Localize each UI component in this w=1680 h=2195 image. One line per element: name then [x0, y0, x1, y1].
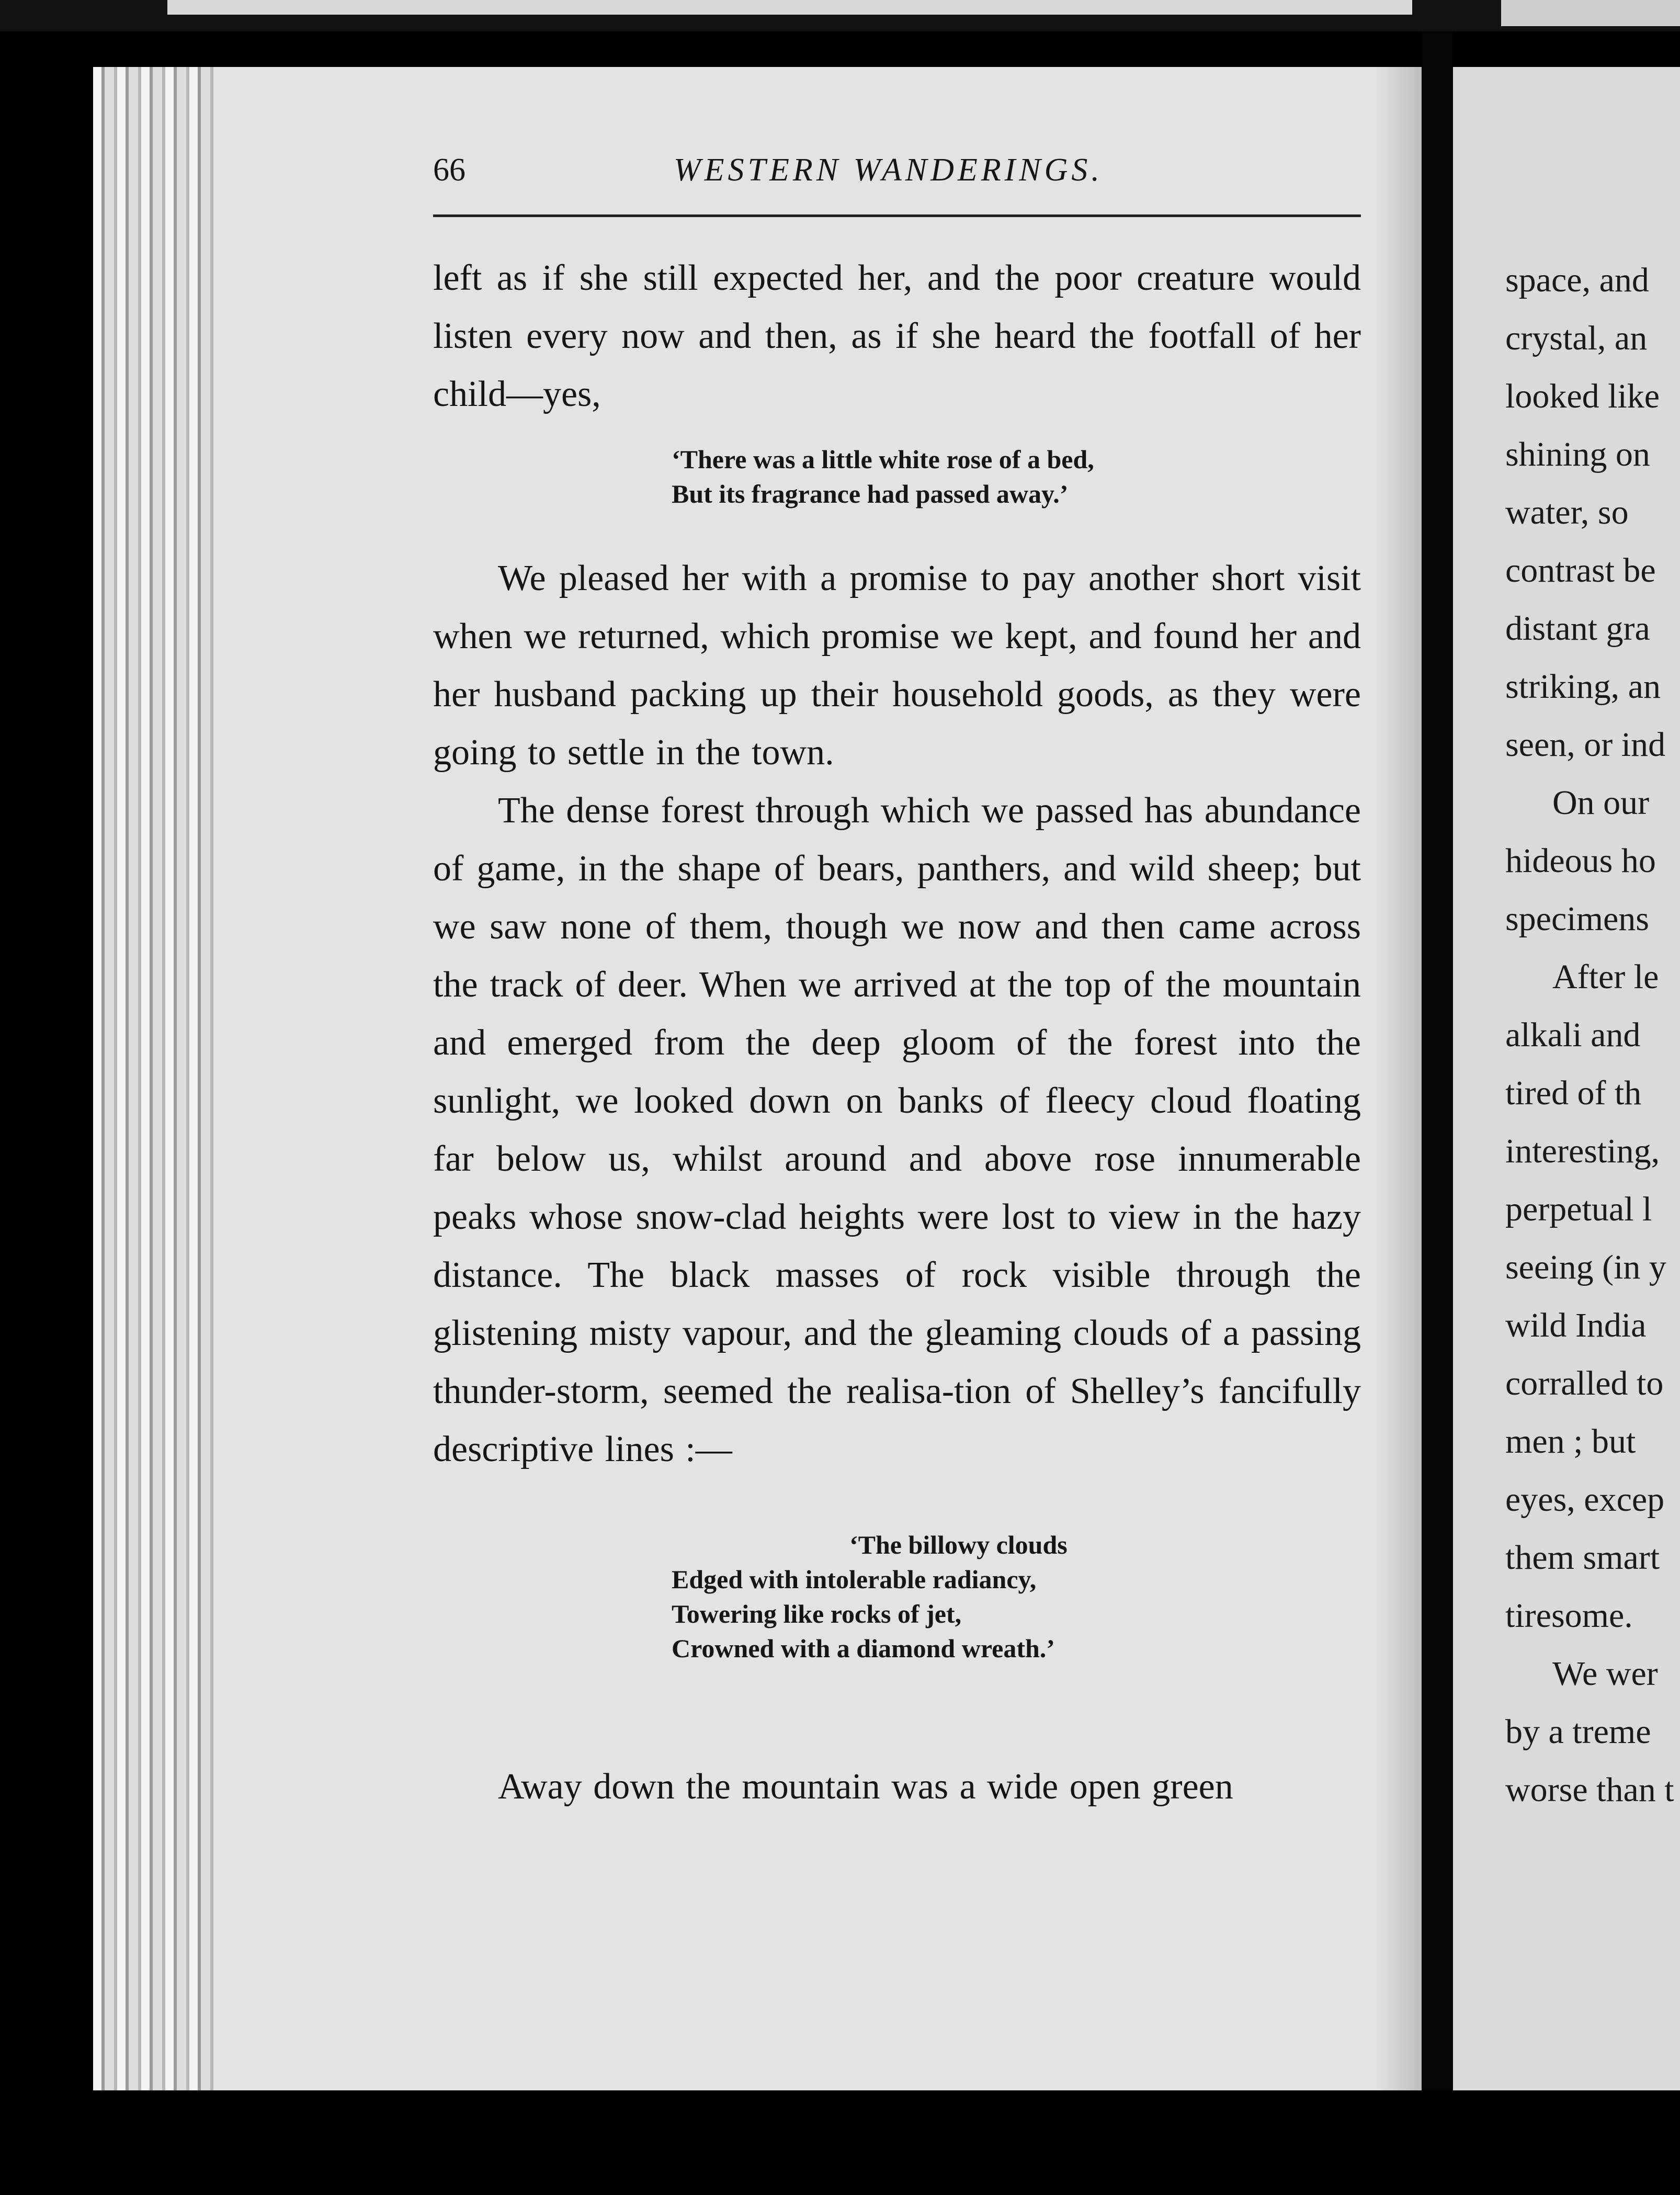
facing-page-line: them smart	[1505, 1538, 1660, 1577]
paragraph-2: We pleased her with a promise to pay another short visit when we returned, which promise we kept, and found her and her husband packing up their household goods, as they were going to settle in the town.	[433, 558, 1361, 773]
facing-page-line: eyes, excep	[1505, 1480, 1665, 1519]
paragraph-4: Away down the mountain was a wide open green	[498, 1767, 1233, 1807]
facing-page-line: interesting,	[1505, 1132, 1660, 1170]
running-title: WESTERN WANDERINGS.	[674, 152, 1103, 188]
facing-page-line: water, so	[1505, 493, 1629, 531]
paragraph-1: left as if she still expected her, and the poor creature would listen every now and then, as if she heard the footfall of her child—yes,	[433, 258, 1361, 414]
facing-page-line: crystal, an	[1505, 319, 1648, 357]
facing-page-line: men ; but	[1505, 1422, 1636, 1461]
page-fold-shadow	[1375, 67, 1422, 2090]
verse-line: Crowned with a diamond wreath.’	[672, 1634, 1055, 1663]
facing-page-line: distant gra	[1505, 609, 1650, 648]
facing-page-line: hideous ho	[1505, 842, 1656, 880]
facing-page-line: worse than t	[1505, 1771, 1674, 1809]
facing-page-line: space, and	[1505, 261, 1649, 299]
verse-line: Edged with intolerable radiancy,	[672, 1565, 1037, 1594]
page-header	[433, 152, 1361, 199]
facing-page-line: striking, an	[1505, 667, 1661, 706]
verse-line: ‘There was a little white rose of a bed,	[672, 445, 1094, 474]
next-page-edge	[1501, 0, 1680, 26]
scan-bottom-border	[0, 2090, 1680, 2195]
previous-page-edge	[167, 0, 1412, 15]
facing-page-line: After le	[1552, 958, 1659, 996]
header-rule	[433, 214, 1361, 217]
facing-page-line: tired of th	[1505, 1074, 1642, 1112]
facing-page-line: by a treme	[1505, 1713, 1651, 1751]
facing-page-line: shining on	[1505, 435, 1650, 473]
verse-line: Towering like rocks of jet,	[672, 1599, 962, 1628]
verse-line: But its fragrance had passed away.’	[672, 479, 1069, 508]
facing-page-line: seeing (in y	[1505, 1248, 1666, 1286]
page-edge-stripes	[93, 67, 213, 2090]
verse-2	[672, 1528, 1068, 1666]
page-number: 66	[433, 152, 466, 188]
facing-page-line: wild India	[1505, 1306, 1647, 1344]
facing-page-line: perpetual l	[1505, 1190, 1652, 1228]
verse-line: ‘The billowy clouds	[849, 1530, 1068, 1559]
facing-page-line: alkali and	[1505, 1016, 1641, 1054]
facing-page-line: tiresome.	[1505, 1597, 1633, 1635]
book-gutter	[1422, 31, 1453, 2103]
facing-page-line: specimens	[1505, 900, 1649, 938]
verse-1	[672, 442, 1094, 511]
facing-page	[1453, 67, 1680, 2090]
facing-page-line: looked like	[1505, 377, 1660, 415]
facing-page-line: seen, or ind	[1505, 726, 1666, 764]
facing-page-line: We wer	[1552, 1655, 1658, 1693]
paragraph-3: The dense forest through which we passed has abundance of game, in the shape of bears, panthers, and wild sheep; but we saw none of them, though we now and then came across the track of deer. When we arrived at the top of the mountain and emerged from the deep gloom of the forest into the sunlight, we looked down on banks of fleecy cloud floating far below us, whilst around and above rose innumerable peaks whose snow-clad heights were lost to view in the hazy distance. The black masses of rock visible through the glistening misty vapour, and the gleaming clouds of a passing thunder-storm, seemed the realisa-tion of Shelley’s fancifully descriptive lines :—	[433, 790, 1361, 1469]
facing-page-line: corralled to	[1505, 1364, 1664, 1402]
facing-page-line: contrast be	[1505, 551, 1656, 590]
scan-top-border	[0, 0, 1680, 31]
facing-page-line: On our	[1552, 784, 1650, 822]
